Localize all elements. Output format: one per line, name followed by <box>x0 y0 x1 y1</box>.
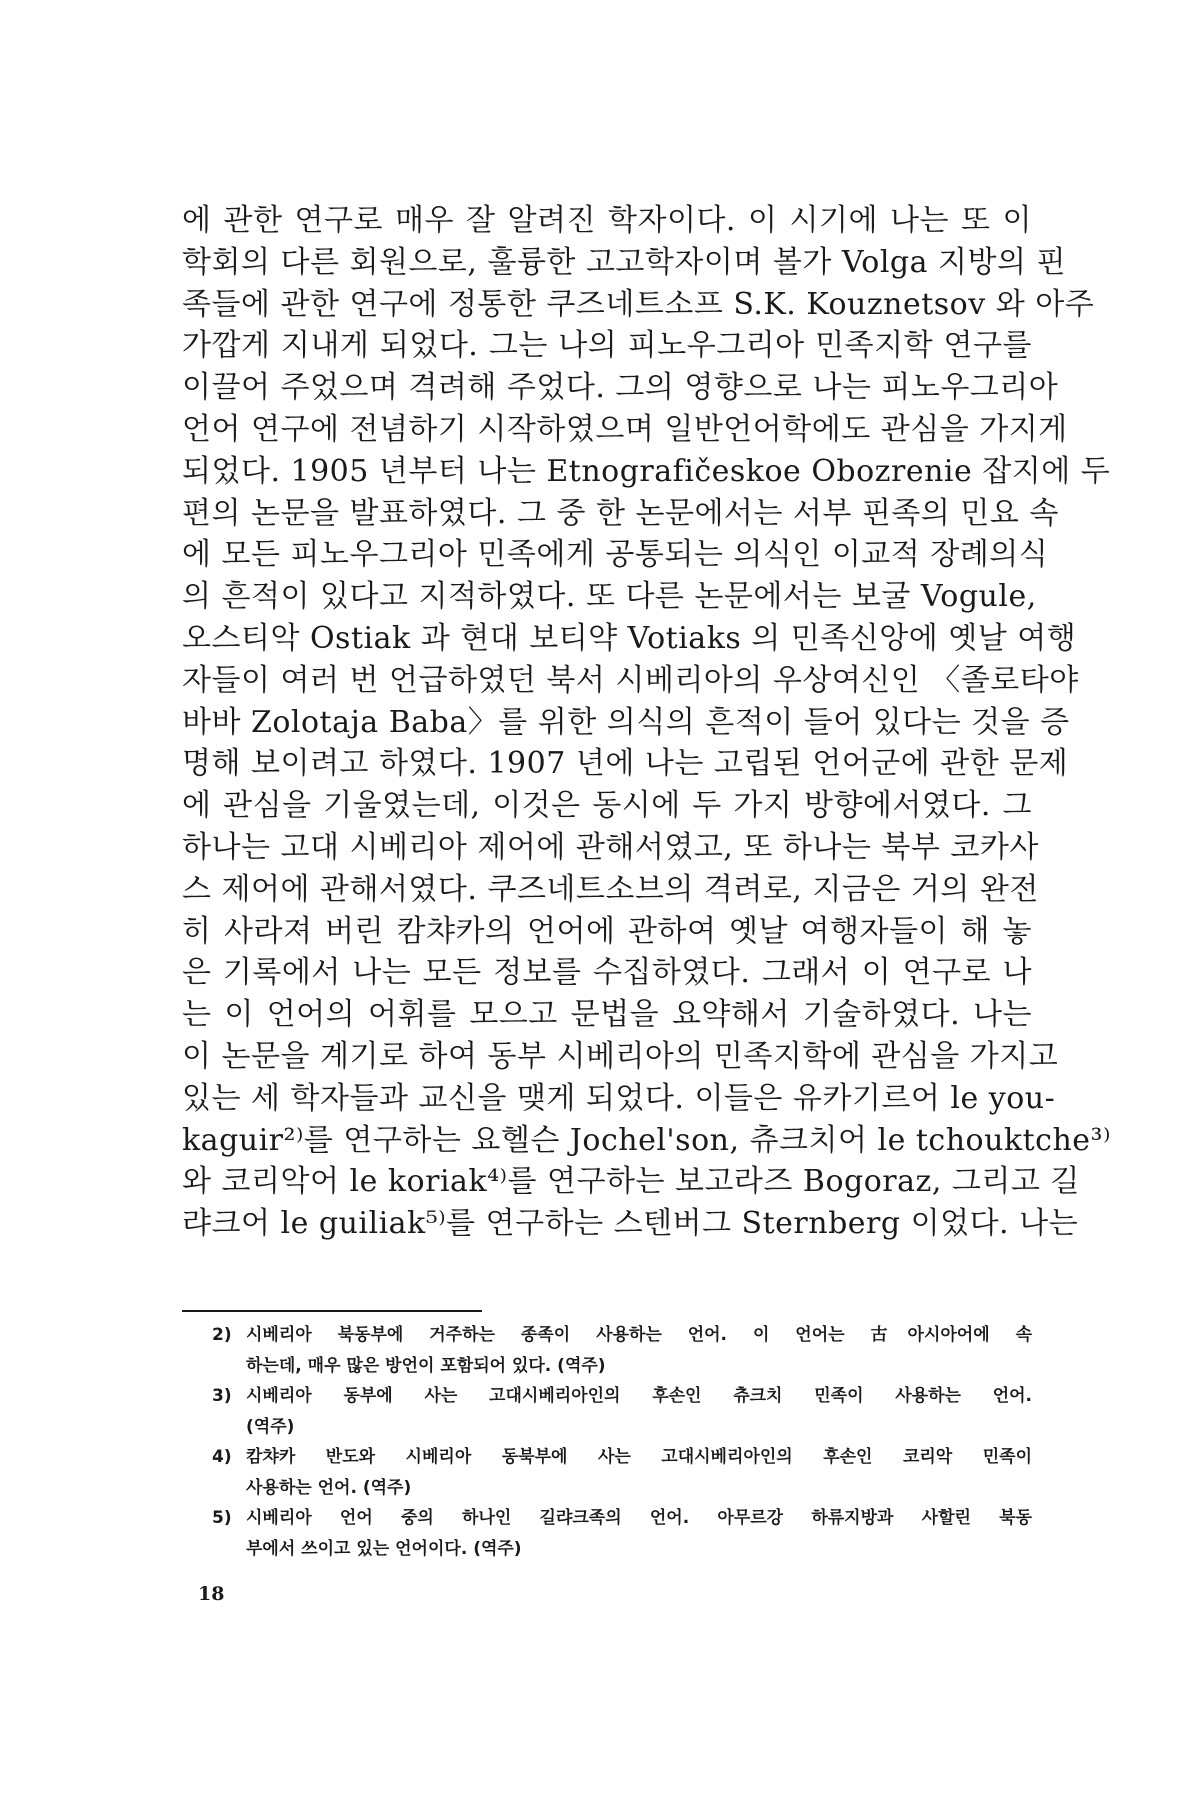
footnote-line <box>212 1473 1032 1504</box>
body-line: 은 기록에서 나는 모든 정보를 수집하였다. 그래서 이 연구로 나 <box>182 955 1032 991</box>
body-line: 명해 보이려고 하였다. 1907 년에 나는 고립된 언어군에 관한 문제 <box>182 746 1069 782</box>
body-line: 오스티악 Ostiak 과 현대 보티약 Votiaks 의 민족신앙에 옛날 여행 <box>182 620 1077 656</box>
footnote-text: 시베리아 언어 중의 하나인 길랴크족의 언어. 아무르강 하류지방과 사할린 북동 <box>246 1508 1032 1528</box>
footnote-text: 시베리아 북동부에 거주하는 종족이 사용하는 언어. 이 언어는 古아시아어에 속 <box>246 1325 1032 1345</box>
footnote-text: 사용하는 언어. (역주) <box>246 1477 412 1498</box>
body-line: 하나는 고대 시베리아 제어에 관해서였고, 또 하나는 북부 코카사 <box>182 829 1039 865</box>
body-line: 학회의 다른 회원으로, 훌륭한 고고학자이며 볼가 Volga 지방의 핀 <box>182 244 1067 280</box>
body-line: 에 관심을 기울였는데, 이것은 동시에 두 가지 방향에서였다. 그 <box>182 788 1032 824</box>
footnote-divider <box>182 1310 482 1312</box>
body-line: 자들이 여러 번 언급하였던 북서 시베리아의 우상여신인 〈졸로타야 <box>182 662 1079 698</box>
body-line: 와 코리악어 le koriak⁴⁾를 연구하는 보고라즈 Bogoraz, 그리고 길 <box>182 1164 1080 1200</box>
body-line: kaguir²⁾를 연구하는 요헬슨 Jochel'son, 츄크치어 le tchouktche³⁾ <box>182 1122 1111 1158</box>
page-number: 18 <box>198 1583 225 1605</box>
footnote-line <box>212 1503 1032 1534</box>
body-line: 있는 세 학자들과 교신을 맺게 되었다. 이들은 유카기르어 le you- <box>182 1080 1056 1116</box>
footnote-text: 시베리아 동부에 사는 고대시베리아인의 후손인 츄크치 민족이 사용하는 언어. <box>246 1386 1032 1406</box>
footnote-number: 5) <box>212 1508 232 1528</box>
footnote-line <box>212 1442 1032 1473</box>
footnote-number: 3) <box>212 1386 232 1406</box>
body-line: 랴크어 le guiliak⁵⁾를 연구하는 스텐버그 Sternberg 이었다. 나는 <box>182 1206 1079 1242</box>
footnotes <box>212 1320 1032 1564</box>
body-line: 이 논문을 계기로 하여 동부 시베리아의 민족지학에 관심을 가지고 <box>182 1038 1059 1074</box>
footnote-line <box>212 1320 1032 1351</box>
body-line: 의 흔적이 있다고 지적하였다. 또 다른 논문에서는 보굴 Vogule, <box>182 579 1037 615</box>
body-line: 는 이 언어의 어휘를 모으고 문법을 요약해서 기술하였다. 나는 <box>182 997 1032 1033</box>
footnote-line <box>212 1412 1032 1443</box>
body-line: 스 제어에 관해서였다. 쿠즈네트소브의 격려로, 지금은 거의 완전 <box>182 871 1039 907</box>
footnote-line <box>212 1534 1032 1565</box>
footnote-line <box>212 1381 1032 1412</box>
body-line: 편의 논문을 발표하였다. 그 중 한 논문에서는 서부 핀족의 민요 속 <box>182 495 1059 531</box>
body-line: 히 사라져 버린 캄챠카의 언어에 관하여 옛날 여행자들이 해 놓 <box>182 913 1032 949</box>
footnote-text: 캄챠카 반도와 시베리아 동북부에 사는 고대시베리아인의 후손인 코리악 민족이 <box>246 1447 1032 1467</box>
body-line: 에 모든 피노우그리아 민족에게 공통되는 의식인 이교적 장례의식 <box>182 537 1049 573</box>
body-line: 이끌어 주었으며 격려해 주었다. 그의 영향으로 나는 피노우그리아 <box>182 370 1059 406</box>
footnote-number: 4) <box>212 1447 232 1467</box>
footnote-line <box>212 1351 1032 1382</box>
footnote-text: 하는데, 매우 많은 방언이 포함되어 있다. (역주) <box>246 1355 606 1376</box>
footnote-text: 부에서 쓰이고 있는 언어이다. (역주) <box>246 1538 522 1559</box>
body-line: 에 관한 연구로 매우 잘 알려진 학자이다. 이 시기에 나는 또 이 <box>182 203 1032 238</box>
body-line: 되었다. 1905 년부터 나는 Etnografičeskoe Obozrenie 잡지에 두 <box>182 453 1111 489</box>
footnote-number: 2) <box>212 1325 232 1345</box>
body-line: 가깝게 지내게 되었다. 그는 나의 피노우그리아 민족지학 연구를 <box>182 328 1032 364</box>
body-line: 언어 연구에 전념하기 시작하였으며 일반언어학에도 관심을 가지게 <box>182 411 1068 447</box>
body-line: 바바 Zolotaja Baba〉를 위한 의식의 흔적이 들어 있다는 것을 증 <box>182 704 1070 740</box>
body-line: 족들에 관한 연구에 정통한 쿠즈네트소프 S.K. Kouznetsov 와 아주 <box>182 286 1095 322</box>
footnote-text: (역주) <box>246 1416 295 1437</box>
body-text <box>182 200 1111 1245</box>
